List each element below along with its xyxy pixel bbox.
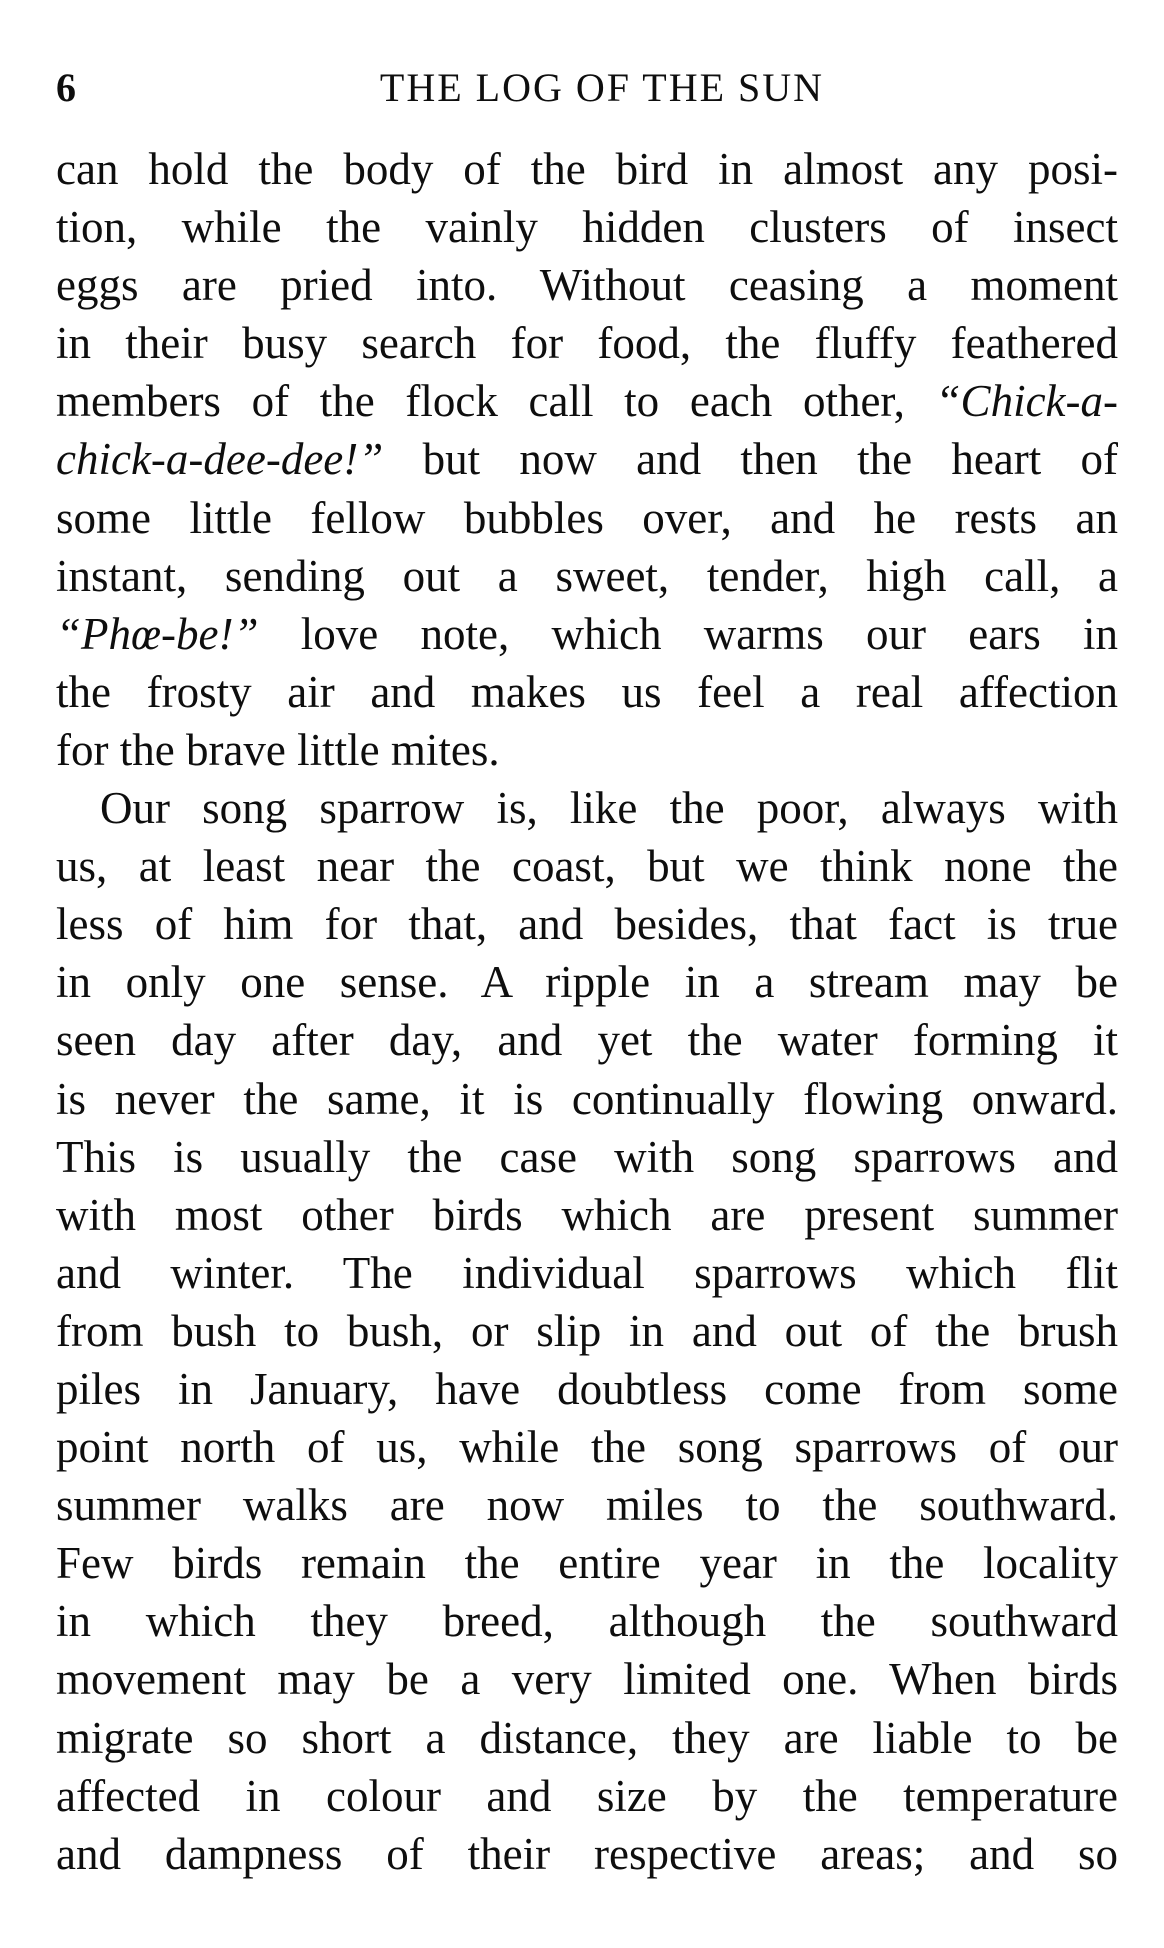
text-line xyxy=(56,605,1118,663)
text-line xyxy=(56,430,1118,488)
text-segment: love note, which warms our ears in xyxy=(258,608,1118,659)
text-line: for the brave little mites. xyxy=(56,724,500,775)
italic-quote: chick-a-dee-dee!” xyxy=(56,434,384,485)
text-line: piles in January, have doubtless come from some xyxy=(56,1363,1118,1414)
text-line: us, at least near the coast, but we think none the xyxy=(56,841,1118,892)
text-line: and winter. The individual sparrows which flit xyxy=(56,1247,1118,1298)
italic-quote: “Chick-a- xyxy=(935,376,1118,427)
text-line: summer walks are now miles to the southward. xyxy=(56,1480,1118,1531)
text-line: This is usually the case with song sparrows and xyxy=(56,1131,1118,1182)
running-title: THE LOG OF THE SUN xyxy=(379,65,825,110)
text-line: point north of us, while the song sparrows of our xyxy=(56,1422,1118,1473)
paragraph-first-line: Our song sparrow is, like the poor, always with xyxy=(100,783,1118,834)
text-line: tion, while the vainly hidden clusters of insect xyxy=(56,202,1118,253)
text-line: Few birds remain the entire year in the locality xyxy=(56,1538,1118,1589)
text-line: and dampness of their respective areas; and so xyxy=(56,1828,1118,1879)
text-line: can hold the body of the bird in almost any posi- xyxy=(56,144,1118,194)
text-segment: members of the flock call to each other, xyxy=(56,376,936,427)
text-line: from bush to bush, or slip in and out of the brush xyxy=(56,1305,1118,1356)
text-line: movement may be a very limited one. When birds xyxy=(56,1654,1118,1705)
text-line xyxy=(56,372,1118,430)
text-line: instant, sending out a sweet, tender, high call, a xyxy=(56,550,1118,601)
page-number: 6 xyxy=(56,65,78,110)
running-head xyxy=(56,62,1118,114)
text-line: less of him for that, and besides, that fact is true xyxy=(56,899,1118,950)
italic-quote: “Phœ-be!” xyxy=(56,608,259,659)
text-line: in their busy search for food, the fluffy feathered xyxy=(56,318,1118,369)
text-line: in which they breed, although the southward xyxy=(56,1596,1118,1647)
text-line: is never the same, it is continually flowing onward. xyxy=(56,1073,1118,1124)
text-segment: but now and then the heart of xyxy=(383,434,1118,485)
text-line: affected in colour and size by the temperature xyxy=(56,1770,1118,1821)
text-line: some little fellow bubbles over, and he rests an xyxy=(56,492,1118,543)
text-line: seen day after day, and yet the water forming it xyxy=(56,1015,1118,1066)
body-text xyxy=(56,140,1118,1883)
text-line: migrate so short a distance, they are liable to be xyxy=(56,1712,1118,1763)
text-line: the frosty air and makes us feel a real affection xyxy=(56,666,1118,717)
text-line: in only one sense. A ripple in a stream may be xyxy=(56,957,1118,1008)
text-line: with most other birds which are present summer xyxy=(56,1189,1118,1240)
text-line: eggs are pried into. Without ceasing a moment xyxy=(56,260,1118,311)
